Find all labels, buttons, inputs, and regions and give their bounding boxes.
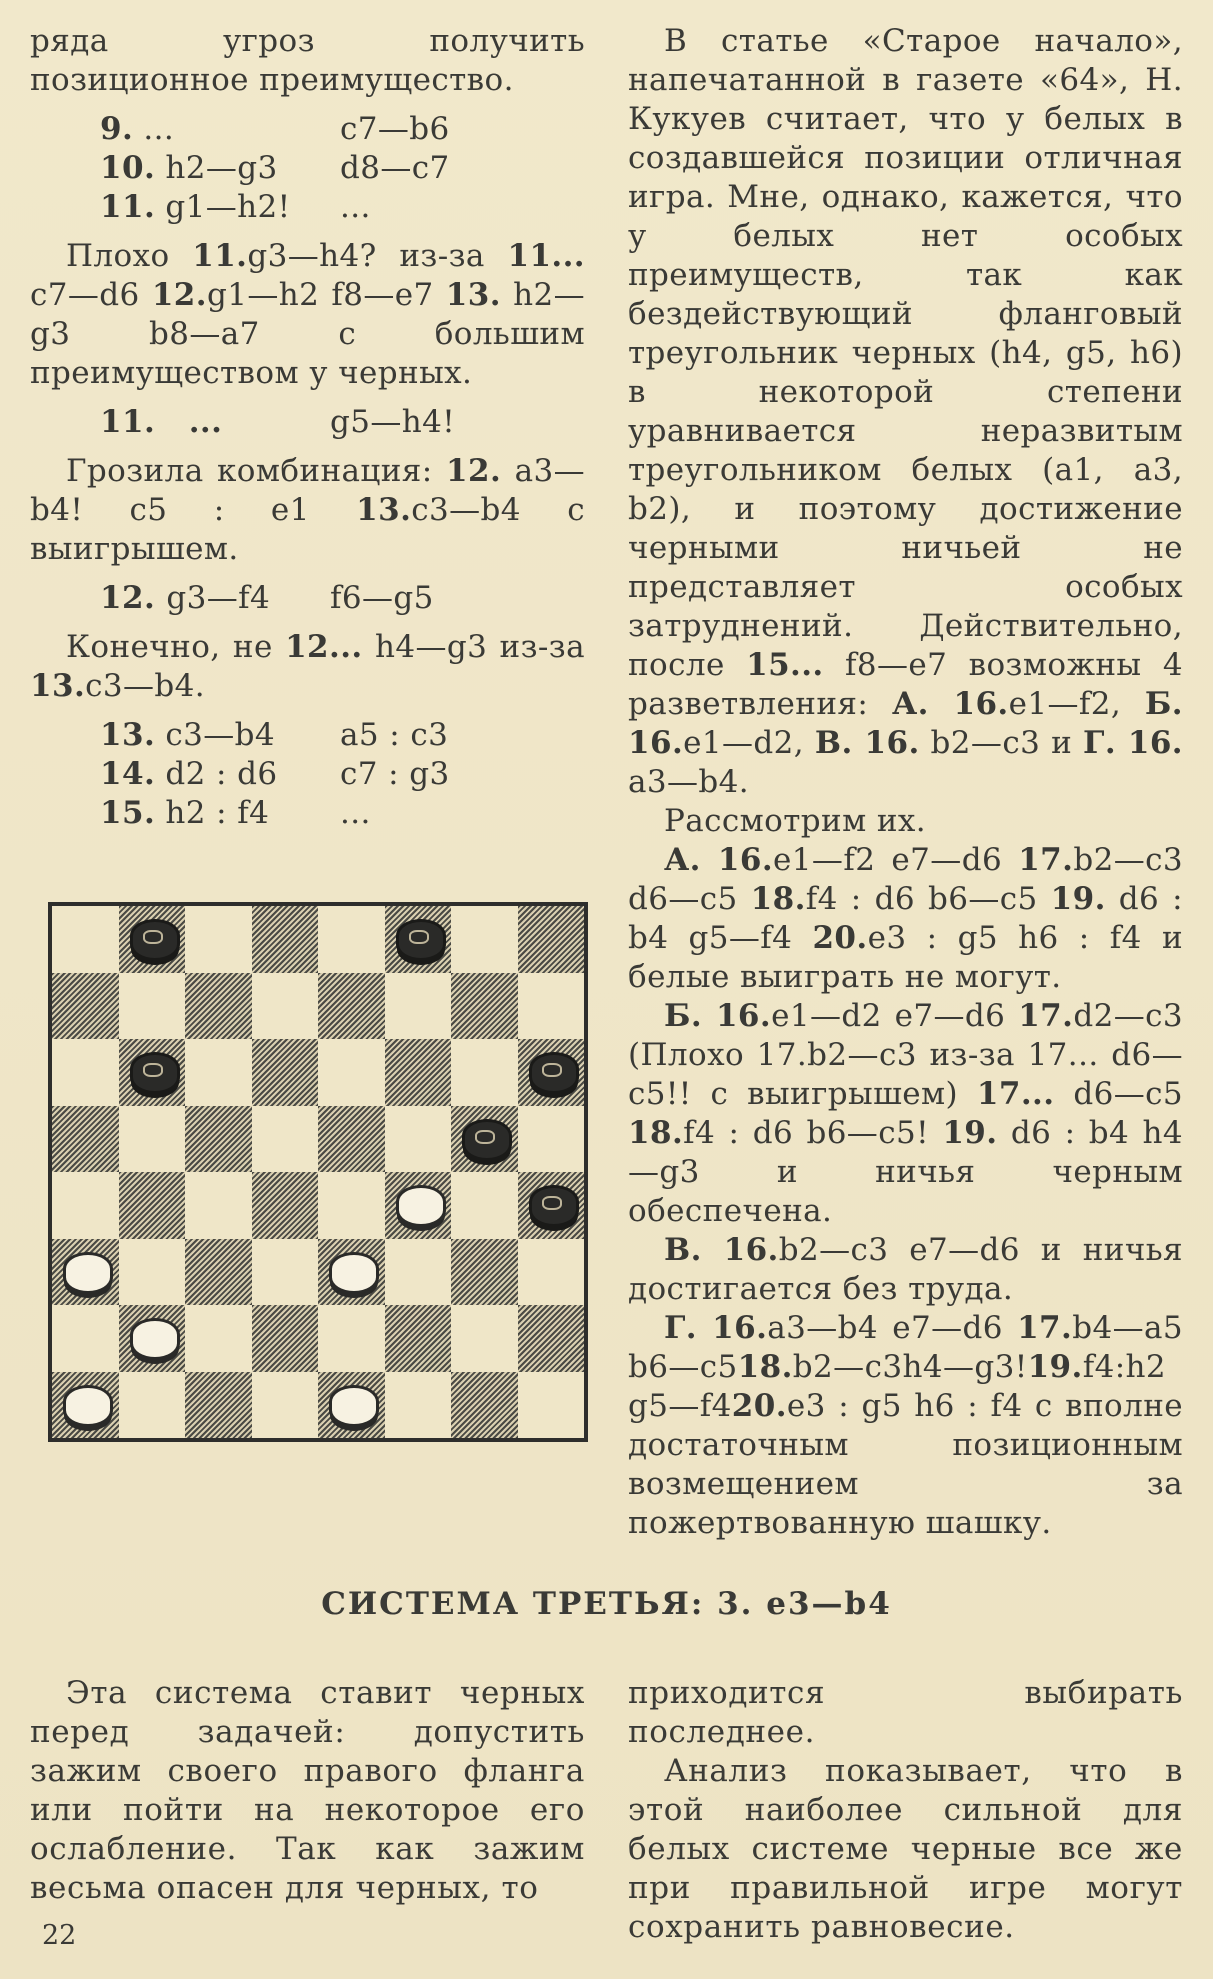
move-number: 15.	[100, 795, 156, 831]
board-square-e7	[318, 973, 385, 1040]
board-square-b1	[119, 1372, 186, 1439]
white-checker-b2	[130, 1318, 180, 1360]
board-square-b7	[119, 973, 186, 1040]
board-square-g8	[451, 906, 518, 973]
move-number: 9.	[100, 111, 134, 147]
board-square-e6	[318, 1039, 385, 1106]
board-square-c1	[185, 1372, 252, 1439]
board-square-d2	[252, 1305, 319, 1372]
left-column	[30, 22, 585, 833]
board-square-b3	[119, 1239, 186, 1306]
move-line	[100, 794, 585, 833]
black-checker-g5	[462, 1119, 512, 1161]
bottom-left-column	[30, 1674, 585, 1908]
board-square-h2	[518, 1305, 585, 1372]
board-square-d8	[252, 906, 319, 973]
board-square-g2	[451, 1305, 518, 1372]
board-square-g7	[451, 973, 518, 1040]
paragraph: Рассмотрим их.	[664, 803, 927, 839]
move-list	[30, 110, 585, 227]
move-line	[100, 188, 585, 227]
board-square-a4	[52, 1172, 119, 1239]
board-square-f7	[385, 973, 452, 1040]
board-square-c6	[185, 1039, 252, 1106]
black-checker-b6	[130, 1052, 180, 1094]
black-move: c7 : g3	[340, 756, 450, 792]
black-checker-b8	[130, 919, 180, 961]
white-checker-a1	[63, 1385, 113, 1427]
variation-b: Б. 16.e1—d2 e7—d6 17.d2—c3 (Плохо 17.b2—c3 из-за 17... d6—c5!! с выигрышем) 17... d6—c5 18.f4 : d6 b6—c5! 19. d6 : b4 h4—g3 и ничья черным обеспечена.	[628, 998, 1183, 1229]
move-line	[100, 716, 585, 755]
move-line: 12. g3—f4 f6—g5	[100, 580, 434, 616]
move-number: 11.	[100, 189, 156, 225]
paragraph: Конечно, не 12... h4—g3 из-за 13.c3—b4.	[30, 629, 585, 704]
black-checker-h4	[529, 1185, 579, 1227]
board-square-c7	[185, 973, 252, 1040]
board-square-e8	[318, 906, 385, 973]
right-column	[628, 22, 1183, 1543]
move-line	[100, 755, 585, 794]
white-checker-e3	[329, 1252, 379, 1294]
board-square-f2	[385, 1305, 452, 1372]
board-square-f6	[385, 1039, 452, 1106]
board-square-d5	[252, 1106, 319, 1173]
white-move: h2—g3	[155, 150, 278, 186]
board-square-b4	[119, 1172, 186, 1239]
white-checker-a3	[63, 1252, 113, 1294]
board-square-h8	[518, 906, 585, 973]
paragraph: Эта система ставит черных перед задачей: допустить зажим своего правого фланга или пойти на некоторое его ослабление. Так как зажим весьма опасен для черных, то	[30, 1675, 585, 1906]
board-square-g6	[451, 1039, 518, 1106]
board-square-c8	[185, 906, 252, 973]
paragraph: приходится выбирать последнее.	[628, 1675, 1183, 1750]
board-square-a6	[52, 1039, 119, 1106]
move-number: 10.	[100, 150, 156, 186]
board-square-f1	[385, 1372, 452, 1439]
board-square-h3	[518, 1239, 585, 1306]
board-square-a5	[52, 1106, 119, 1173]
black-move: ...	[340, 795, 371, 831]
move-number: 14.	[100, 756, 156, 792]
black-move: d8—c7	[340, 150, 450, 186]
board-square-g1	[451, 1372, 518, 1439]
board-square-d3	[252, 1239, 319, 1306]
board-square-f5	[385, 1106, 452, 1173]
board-square-c5	[185, 1106, 252, 1173]
board-square-f3	[385, 1239, 452, 1306]
move-line: 11. ... g5—h4!	[100, 404, 456, 440]
move-line	[100, 149, 585, 188]
board-square-d6	[252, 1039, 319, 1106]
bottom-right-column	[628, 1674, 1183, 1947]
board-square-e5	[318, 1106, 385, 1173]
white-move: g1—h2!	[155, 189, 291, 225]
paragraph: Грозила комбинация: 12. a3—b4! c5 : e1 13.c3—b4 с выигрышем.	[30, 453, 586, 567]
board-square-a2	[52, 1305, 119, 1372]
paragraph: ряда угроз получить позиционное преимущество.	[30, 23, 585, 98]
white-move: c3—b4	[155, 717, 276, 753]
black-move: ...	[340, 189, 371, 225]
variation-a: А. 16.e1—f2 e7—d6 17.b2—c3 d6—c5 18.f4 : d6 b6—c5 19. d6 : b4 g5—f4 20.e3 : g5 h6 : f4 и белые выиграть не могут.	[628, 842, 1184, 995]
black-checker-h6	[529, 1052, 579, 1094]
board-square-h1	[518, 1372, 585, 1439]
white-move: d2 : d6	[155, 756, 278, 792]
white-checker-f4	[396, 1185, 446, 1227]
board-square-b5	[119, 1106, 186, 1173]
white-move: h2 : f4	[155, 795, 270, 831]
board-square-g3	[451, 1239, 518, 1306]
board-square-e4	[318, 1172, 385, 1239]
paragraph: В статье «Старое начало», напечатанной в газете «64», Н. Кукуев считает, что у белых в создавшейся позиции отличная игра. Мне, однако, кажется, что у белых нет особых преимуществ, так как бездействующий фланговый треугольник черных (h4, g5, h6) в некоторой степени уравнивается неразвитым треугольником белых (a1, a3, b2), и поэтому достижение черными ничьей не представляет особых затруднений. Действительно, после 15... f8—e7 возможны 4 разветвления: А. 16.e1—f2, Б. 16.e1—d2, В. 16. b2—c3 и Г. 16. a3—b4.	[628, 23, 1183, 800]
variation-g: Г. 16.a3—b4 e7—d6 17.b4—a5 b6—c518.b2—c3h4—g3!19.f4:h2 g5—f420.e3 : g5 h6 : f4 с вполне достаточным позиционным возмещением за пожертвованную шашку.	[628, 1310, 1183, 1541]
board-square-c4	[185, 1172, 252, 1239]
board-square-c2	[185, 1305, 252, 1372]
black-move: a5 : c3	[340, 717, 449, 753]
board-square-a8	[52, 906, 119, 973]
board-square-a7	[52, 973, 119, 1040]
board-square-g4	[451, 1172, 518, 1239]
page-number: 22	[42, 1920, 77, 1951]
paragraph: Плохо 11.g3—h4? из-за 11... c7—d6 12.g1—h2 f8—e7 13. h2—g3 b8—a7 с большим преимуществом у черных.	[30, 238, 585, 391]
black-move: c7—b6	[340, 111, 450, 147]
checkers-board-diagram	[48, 902, 588, 1442]
move-list	[30, 716, 585, 833]
section-heading: СИСТЕМА ТРЕТЬЯ: 3. e3—b4	[321, 1586, 892, 1622]
paragraph: Анализ показывает, что в этой наиболее сильной для белых системе черные все же при правильной игре могут сохранить равновесие.	[628, 1753, 1183, 1945]
black-checker-f8	[396, 919, 446, 961]
board-square-d4	[252, 1172, 319, 1239]
white-checker-e1	[329, 1385, 379, 1427]
move-number: 13.	[100, 717, 156, 753]
board-square-e2	[318, 1305, 385, 1372]
board-square-h5	[518, 1106, 585, 1173]
white-move: ...	[133, 111, 175, 147]
board-square-c3	[185, 1239, 252, 1306]
move-line	[100, 110, 585, 149]
board-square-d1	[252, 1372, 319, 1439]
board-square-h7	[518, 973, 585, 1040]
variation-v: В. 16.b2—c3 e7—d6 и ничья достигается без труда.	[628, 1232, 1183, 1307]
board-square-d7	[252, 973, 319, 1040]
